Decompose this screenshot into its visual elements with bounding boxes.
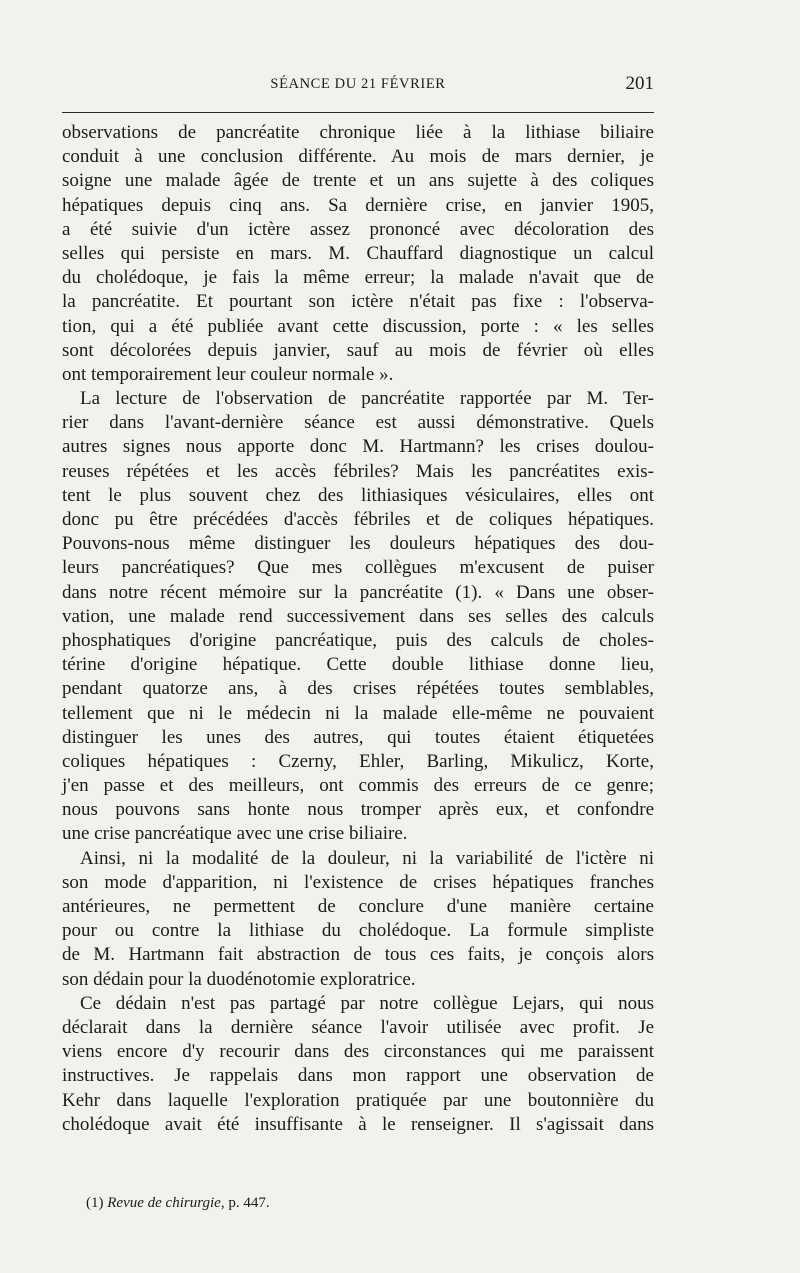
text-line: instructives. Je rappelais dans mon rapport une observation de xyxy=(62,1065,654,1087)
text-line: vation, une malade rend successivement dans ses selles des calculs xyxy=(62,605,654,627)
text-line: pour ou contre la lithiase du cholédoque. La formule simpliste xyxy=(62,920,654,942)
text-line: antérieures, ne permettent de conclure d'une manière certaine xyxy=(62,896,654,917)
text-line: du cholédoque, je fais la même erreur; la malade n'avait que de xyxy=(62,267,654,289)
text-line: Pouvons-nous même distinguer les douleurs hépatiques des dou- xyxy=(62,533,654,555)
page-number: 201 xyxy=(625,73,654,94)
text-line: cholédoque avait été insuffisante à le renseigner. Il s'agissait dans xyxy=(62,1113,654,1135)
text-line: son dédain pour la duodénotomie exploratrice. xyxy=(62,968,416,990)
text-line: la pancréatite. Et pourtant son ictère n'était pas fixe : l'observa- xyxy=(62,291,654,313)
text-line: ont temporairement leur couleur normale ». xyxy=(62,363,394,385)
text-line: déclarait dans la dernière séance l'avoir utilisée avec profit. Je xyxy=(62,1016,654,1038)
text-line: leurs pancréatiques? Que mes collègues m'excusent de puiser xyxy=(62,557,654,579)
text-line: phosphatiques d'origine pancréatique, puis des calculs de choles- xyxy=(62,629,654,651)
text-line: Kehr dans laquelle l'exploration pratiquée par une boutonnière du xyxy=(62,1089,654,1111)
text-line: pendant quatorze ans, à des crises répétées toutes semblables, xyxy=(62,678,654,700)
text-line: autres signes nous apporte donc M. Hartmann? les crises doulou- xyxy=(62,436,654,458)
running-header xyxy=(62,73,654,100)
text-line: observations de pancréatite chronique liée à la lithiase biliaire xyxy=(62,122,654,143)
text-line: viens encore d'y recourir dans des circonstances qui me paraissent xyxy=(62,1041,654,1063)
text-line: Ainsi, ni la modalité de la douleur, ni la variabilité de l'ictère ni xyxy=(80,847,654,869)
text-line: donc pu être précédées d'accès fébriles et de coliques hépatiques. xyxy=(62,509,654,530)
text-line: térine d'origine hépatique. Cette double lithiase donne lieu, xyxy=(62,654,654,676)
text-line: coliques hépatiques : Czerny, Ehler, Barling, Mikulicz, Korte, xyxy=(62,750,654,772)
text-line: de M. Hartmann fait abstraction de tous ces faits, je conçois alors xyxy=(62,944,654,966)
text-line: rier dans l'avant-dernière séance est aussi démonstrative. Quels xyxy=(62,412,654,434)
text-line: selles qui persiste en mars. M. Chauffard diagnostique un calcul xyxy=(62,242,654,264)
text-line: Ce dédain n'est pas partagé par notre collègue Lejars, qui nous xyxy=(80,992,654,1014)
text-line: tent le plus souvent chez des lithiasiques vésiculaires, elles ont xyxy=(62,484,654,506)
text-line: j'en passe et des meilleurs, ont commis des erreurs de ce genre; xyxy=(62,775,654,797)
text-line: tellement que ni le médecin ni la malade elle-même ne pouvaient xyxy=(62,702,654,724)
footnote-source: Revue de chirurgie xyxy=(107,1195,221,1211)
text-line: distinguer les unes des autres, qui toutes étaient étiquetées xyxy=(62,726,654,748)
text-line: une crise pancréatique avec une crise biliaire. xyxy=(62,823,408,845)
text-line: hépatiques depuis cinq ans. Sa dernière crise, en janvier 1905, xyxy=(62,194,654,216)
body-text xyxy=(62,121,654,1137)
footnote-page-ref: , p. 447. xyxy=(220,1195,270,1211)
text-line: La lecture de l'observation de pancréatite rapportée par M. Ter- xyxy=(80,388,654,410)
footnote-marker: (1) xyxy=(86,1195,104,1211)
text-line: tion, qui a été publiée avant cette discussion, porte : « les selles xyxy=(62,315,654,337)
text-line: reuses répétées et les accès fébriles? Mais les pancréatites exis- xyxy=(62,460,654,482)
running-title: SÉANCE DU 21 FÉVRIER xyxy=(270,76,446,92)
header-rule xyxy=(62,112,654,113)
text-line: sont décolorées depuis janvier, sauf au mois de février où elles xyxy=(62,339,654,361)
footnote xyxy=(86,1195,270,1212)
text-line: conduit à une conclusion différente. Au mois de mars dernier, je xyxy=(62,146,654,168)
text-line: soigne une malade âgée de trente et un ans sujette à des coliques xyxy=(62,170,654,192)
text-line: son mode d'apparition, ni l'existence de crises hépatiques franches xyxy=(62,871,654,893)
text-line: a été suivie d'un ictère assez prononcé avec décoloration des xyxy=(62,218,654,240)
text-line: nous pouvons sans honte nous tromper après eux, et confondre xyxy=(62,799,654,821)
text-line: dans notre récent mémoire sur la pancréatite (1). « Dans une obser- xyxy=(62,581,654,603)
